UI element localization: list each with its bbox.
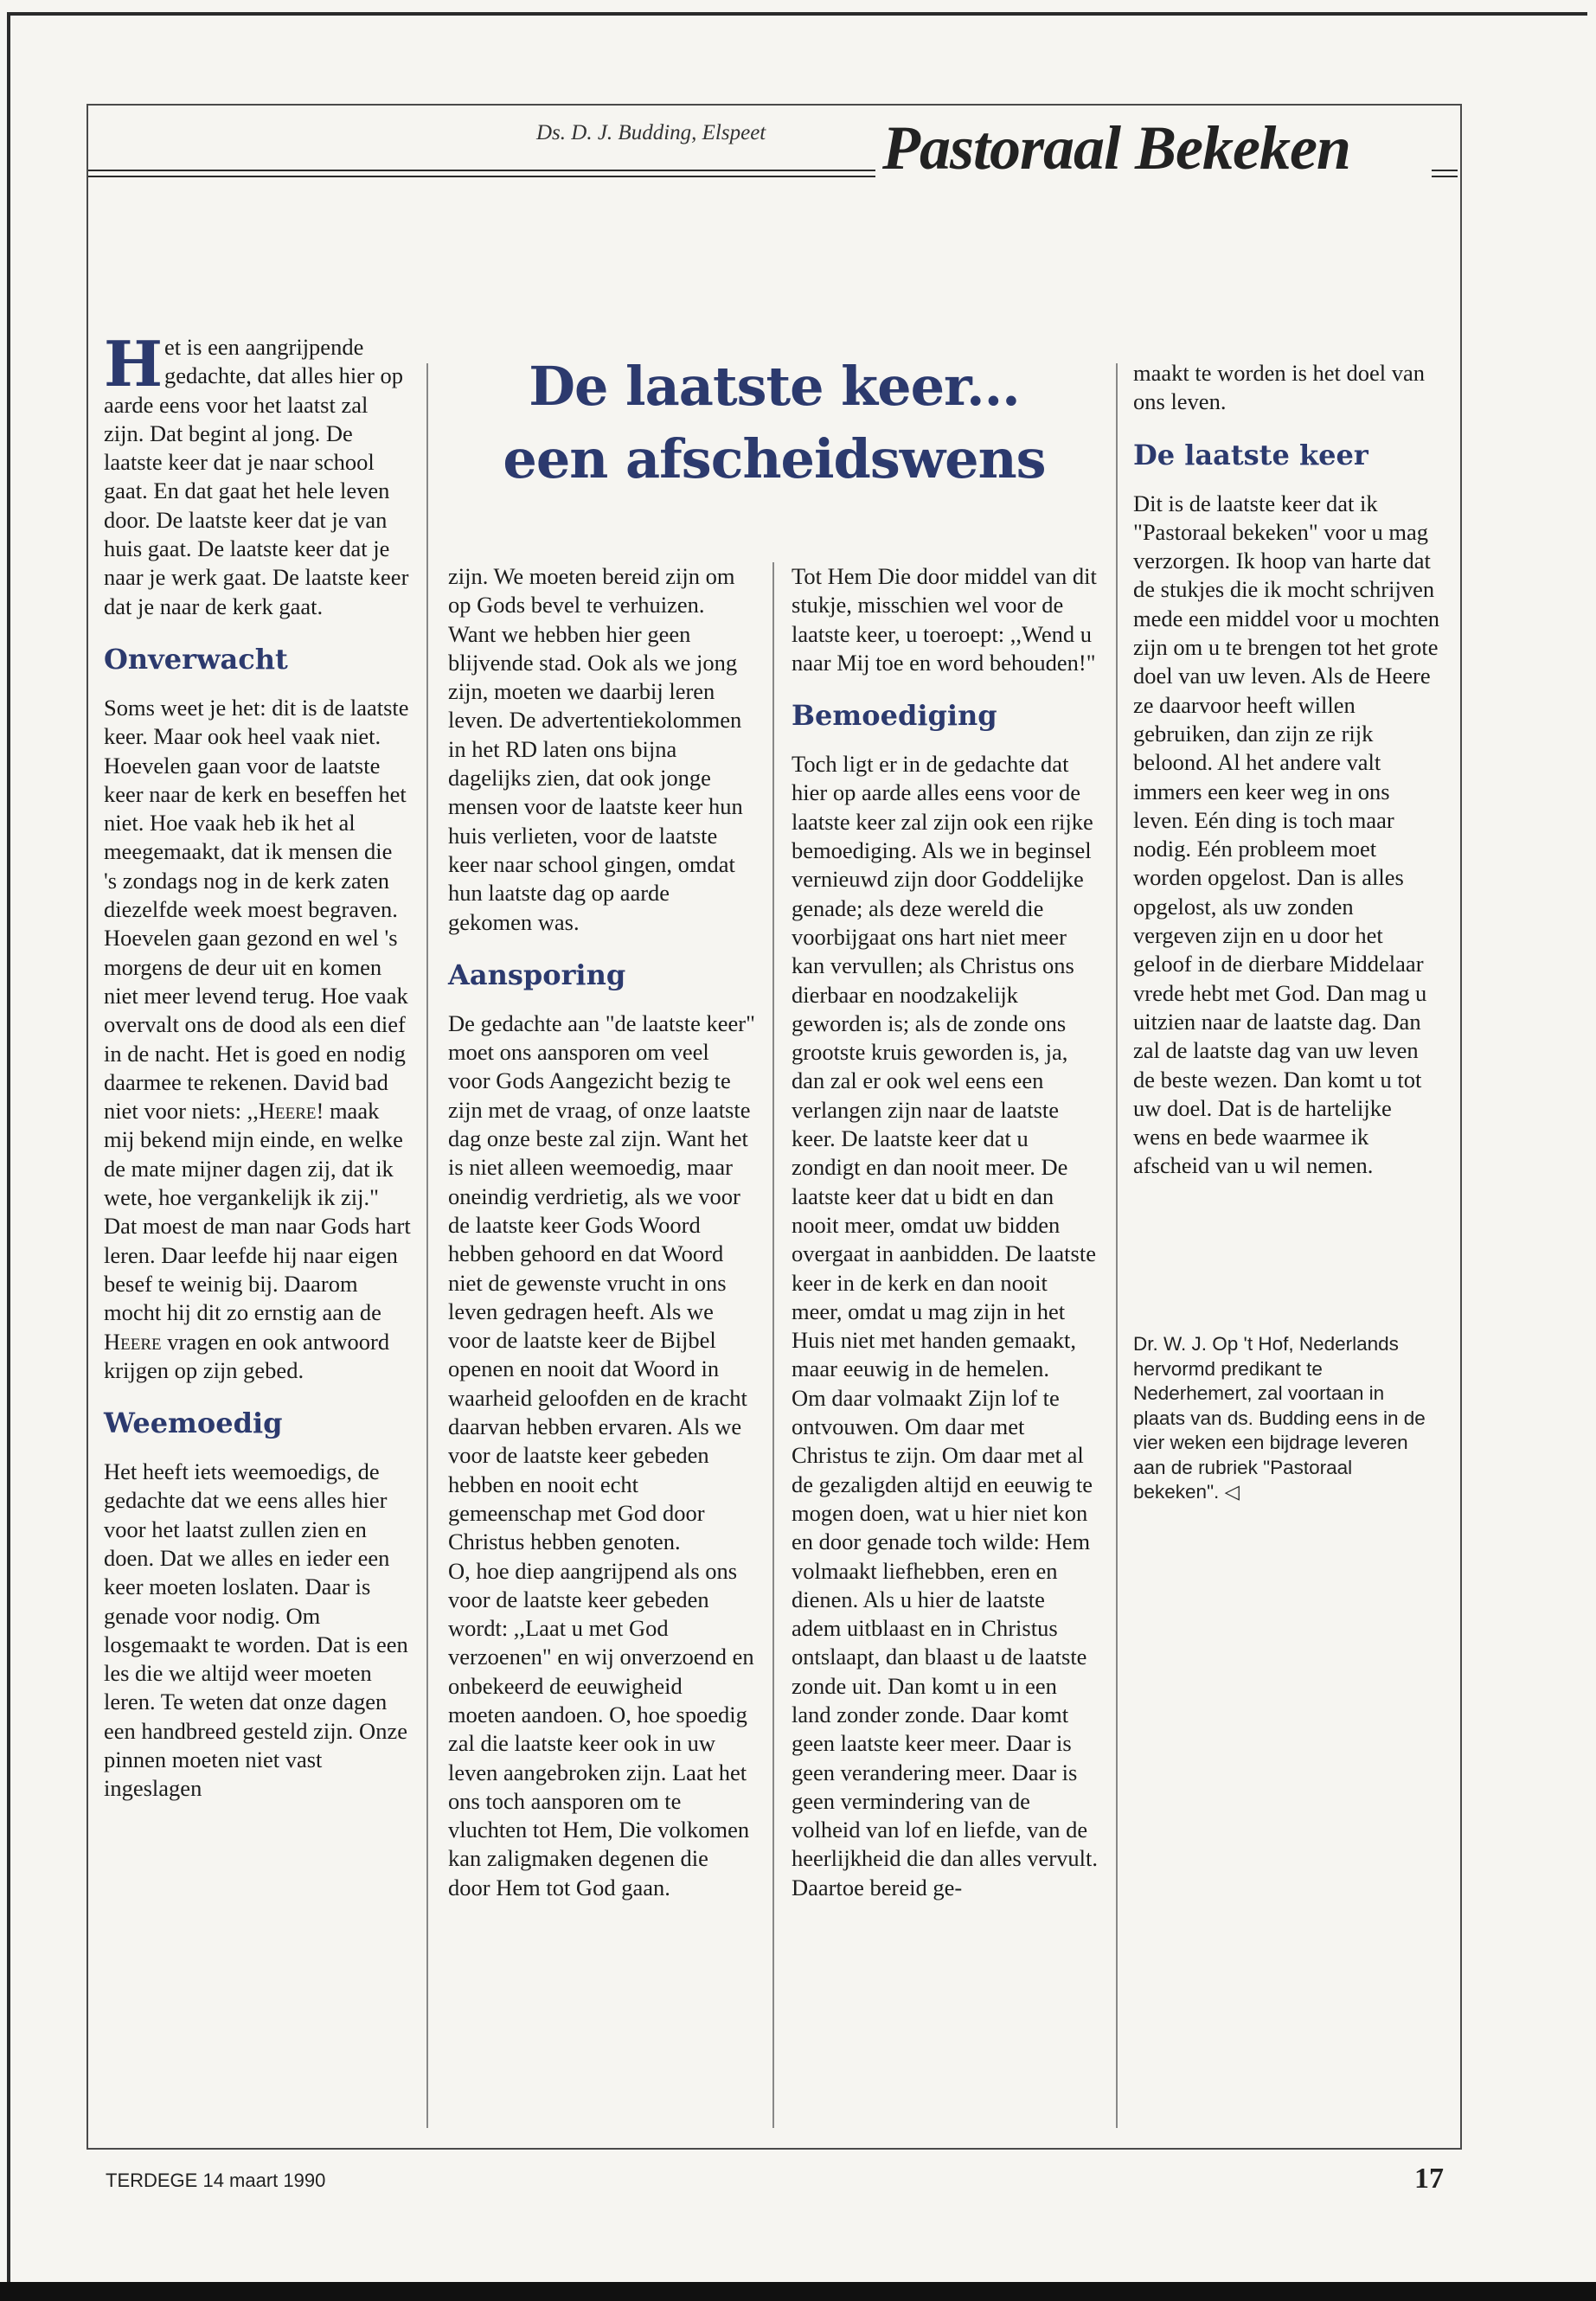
paragraph-aansporing-2: O, hoe diep aangrijpend als ons voor de laatste keer gebeden wordt: ,,Laat u met God verzoenen" en wij onverzoend en onbekeerd de eeuwigheid moeten aandoen. O, hoe spoedig zal die laatste keer ook in uw leven aangebroken zijn. Laat het ons toch aansporen om te vluchten tot Hem, Die volkomen kan zaligmaken degenen die door Hem tot God gaan. xyxy=(448,1557,754,1900)
heading-onverwacht: Onverwacht xyxy=(104,642,288,676)
heading-bemoediging: Bemoediging xyxy=(792,699,997,733)
paragraph-toeroep: Tot Hem Die door middel van dit stukje, misschien wel voor de laatste keer, u toeroept: ,,Wend u naar Mij toe en word behouden!" xyxy=(792,563,1097,676)
article-title xyxy=(433,350,1116,496)
drop-cap: H xyxy=(104,327,163,401)
header-rule xyxy=(1432,170,1458,171)
frame-top-border xyxy=(9,12,1587,16)
column-2 xyxy=(448,562,755,1902)
paragraph-bemoediging: Toch ligt er in de gedachte dat hier op aarde alles eens voor de laatste keer zal zijn ook een rijke bemoediging. Als we in beginsel vernieuwd zijn door Goddelijke genade; als deze wereld die voorbijgaat ons hart niet meer kan vervullen; als Christus ons dierbaar en noodzakelijk geworden is; als de zonde ons grootste kruis geworden is, ja, dan zal er ook wel eens een verlangen zijn naar de laatste keer. De laatste keer dat u zondigt en dan nooit meer. De laatste keer dat u bidt en dan nooit meer, omdat uw bidden overgaat in aanbidden. De laatste keer in de kerk en dan nooit meer, omdat u mag zijn in het Huis niet met handen gemaakt, maar eeuwig in de hemelen. xyxy=(792,751,1096,1382)
paragraph-doel: maakt te worden is het doel van ons leven. xyxy=(1133,360,1426,415)
paragraph-afscheid: Dit is de laatste keer dat ik "Pastoraal bekeken" voor u mag verzorgen. Ik hoop van harte dat de stukjes die ik mocht schrijven mede een middel voor u mochten zijn om u te brengen tot het grote doel van uw leven. Als de Heere ze daarvoor heeft willen gebruiken, dan zijn ze rijk beloond. Al het andere valt immers een keer weg in ons leven. Eén ding is toch maar nodig. Eén probleem moet worden opgelost. Dan is alles opgelost, als uw zonden vergeven zijn en u door het geloof in de dierbare Middelaar vrede hebt met God. Dan mag u uitzien naar de laatste dag. Dan zal de laatste dag van uw leven de beste wezen. Dan komt u tot uw doel. Dat is de hartelijke wens en bede waarmee ik afscheid van u wil nemen. xyxy=(1133,490,1439,1179)
article-title-line2: een afscheidswens xyxy=(503,427,1046,490)
page-number: 17 xyxy=(1414,2163,1444,2195)
paragraph-aansporing: De gedachte aan "de laatste keer" moet ons aansporen om veel voor Gods Aangezicht bezig te zijn met de vraag, of onze laatste dag onze beste zal zijn. Want het is niet alleen weemoedig, maar oneindig verdrietig, als we voor de laatste keer Gods Woord hebben gehoord en dat Woord niet de gewenste vrucht in ons leven gedragen heeft. Als we voor de laatste keer de Bijbel openen en nooit dat Woord in waarheid geloofden en de kracht daarvan hebben ervaren. Als we voor de laatste keer gebeden hebben en nooit echt gemeenschap met God door Christus hebben genoten. xyxy=(448,1009,755,1555)
article-title-line1: De laatste keer... xyxy=(529,355,1020,418)
frame-bottom-border xyxy=(0,2282,1596,2301)
paragraph-onverwacht-2: Dat moest de man naar Gods hart leren. Daar leefde hij naar eigen besef te weinig bij. Daarom mocht hij dit zo ernstig aan de Heere vragen en ook antwoord krijgen op zijn gebed. xyxy=(104,1213,411,1383)
column-3 xyxy=(792,562,1099,1902)
header-rule xyxy=(88,176,875,177)
column-divider xyxy=(426,363,428,2128)
heading-weemoedig: Weemoedig xyxy=(104,1407,283,1440)
footer-publication: TERDEGE 14 maart 1990 xyxy=(106,2170,326,2191)
author-byline: Ds. D. J. Budding, Elspeet xyxy=(536,121,766,144)
column-divider xyxy=(1116,363,1118,2128)
heading-laatste-keer: De laatste keer xyxy=(1133,438,1368,471)
column-1 xyxy=(104,327,411,1804)
intro-paragraph: Het is een aangrijpende gedachte, dat alles hier op aarde eens voor het laatst zal zijn. Dat begint al jong. De laatste keer dat je naar school gaat. En dat gaat het hele leven door. De laatste keer dat je van huis gaat. De laatste keer dat je naar je werk gaat. De laatste keer dat je naar de kerk gaat. xyxy=(104,327,409,619)
header-rule xyxy=(1432,176,1458,177)
section-title: Pastoraal Bekeken xyxy=(882,113,1350,183)
end-mark-icon: ◁ xyxy=(1224,1481,1240,1503)
column-4 xyxy=(1133,359,1440,1181)
paragraph-bemoediging-2: Om daar volmaakt Zijn lof te ontvouwen. Om daar met Christus te zijn. Om daar met al de gezaligden altijd en eeuwig te mogen doen, wat u hier niet kon en door genade toch wilde: Hem volmaakt liefhebben, eren en dienen. Als u hier de laatste adem uitblaast en in Christus ontslaapt, dan blaast u de laatste zonde uit. Dan komt u in een land zonder zonde. Daar komt geen laatste keer meer. Daar is geen verandering meer. Daar is geen vermindering van de volheid van lof en liefde, van de heerlijkheid die dan alles vervult. Daartoe bereid ge- xyxy=(792,1384,1098,1900)
header-rule xyxy=(88,170,875,171)
frame-left-border xyxy=(7,12,10,2282)
paragraph-onverwacht: Soms weet je het: dit is de laatste keer. Maar ook heel vaak niet. Hoevelen gaan voor de laatste keer naar de kerk en beseffen het niet. Hoe vaak heb ik het al meegemaakt, dat ik mensen die 's zondags nog in de kerk zaten diezelfde week moest begraven. Hoevelen gaan gezond en wel 's morgens de deur uit en komen niet meer levend terug. Hoe vaak overvalt ons de dood als een dief in de nacht. Het is goed en nodig daarmee te rekenen. David bad niet voor niets: ,,Heere! maak mij bekend mijn einde, en welke de mate mijner dagen zij, dat ik wete, hoe vergankelijk ik zij." xyxy=(104,694,409,1211)
paragraph-weemoedig: Het heeft iets weemoedigs, de gedachte dat we eens alles hier voor het laatst zullen zien en doen. Dat we alles en ieder een keer moeten loslaten. Daar is genade voor nodig. Om losgemaakt te worden. Dat is een les die we altijd weer moeten leren. Te weten dat onze dagen een handbreed gesteld zijn. Onze pinnen moeten niet vast ingeslagen xyxy=(104,1458,408,1802)
heading-aansporing: Aansporing xyxy=(448,958,626,991)
paragraph-continuation: zijn. We moeten bereid zijn om op Gods bevel te verhuizen. Want we hebben hier geen blijvende stad. Ook als we jong zijn, moeten we daarbij leren leven. De advertentiekolommen in het RD laten ons bijna dagelijks zien, dat ook jonge mensen voor de laatste keer hun huis verlieten, voor de laatste keer naar school gingen, omdat hun laatste dag op aarde gekomen was. xyxy=(448,563,743,935)
column-divider xyxy=(772,562,774,2128)
editorial-note: Dr. W. J. Op 't Hof, Nederlands hervormd predikant te Nederhemert, zal voortaan in plaats van ds. Budding eens in de vier weken een bijdrage leveren aan de rubriek "Pastoraal bekeken". ◁ xyxy=(1133,1333,1426,1503)
